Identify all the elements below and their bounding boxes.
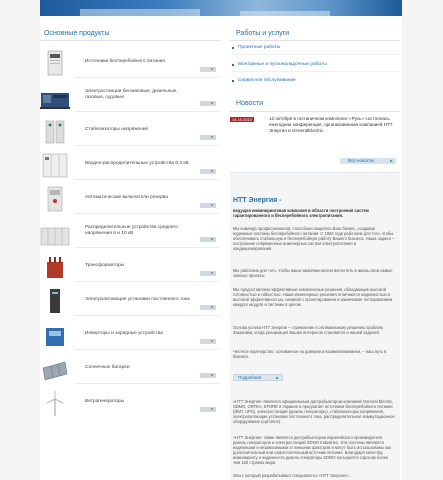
product-more-button[interactable] [200, 407, 216, 412]
page [40, 16, 402, 480]
voltage-stabilizer-icon [40, 118, 70, 144]
about-lead: ведущая инжиниринговая компания в области построения систем гарантированного и бесперебойного электропитания. [233, 208, 369, 218]
inverter-icon [40, 322, 70, 348]
product-more-button[interactable] [200, 135, 216, 140]
product-label[interactable]: Ветрогенераторы [85, 399, 125, 404]
product-label[interactable]: Инверторы и зарядные устройства [85, 331, 163, 336]
product-more-button[interactable] [200, 271, 216, 276]
about-paragraph: Опыт, который разрабатывают специалисты «НТТ Энергия»... [233, 473, 352, 478]
news-text[interactable]: 12 октября в гостиничном комплексе «Русь» состоялась ежегодная конференция, организованная компанией НТТ Энергия и GeneralElectric. [269, 116, 393, 133]
transformer-icon [40, 254, 70, 280]
product-label[interactable]: Электропитающие установки постоянного тока [85, 297, 190, 302]
products-title: Основные продукты [44, 30, 110, 37]
product-more-button[interactable] [200, 339, 216, 344]
product-label[interactable]: Электростанции бензиновые, дизельные, газовые, судовые [85, 89, 178, 100]
products-column [40, 16, 220, 480]
product-item[interactable] [40, 116, 220, 146]
service-link[interactable]: Монтажные и пусконаладочные работы [230, 60, 327, 70]
product-label[interactable]: Стабилизаторы напряжения [85, 127, 149, 132]
product-more-button[interactable] [200, 169, 216, 174]
about-paragraph: «НТТ Энергия» также является дистрибьютором европейского производителя дизель генераторов и электростанций SDMO Industries. Эти системы являются надежными и независимыми от внешних факторов и могут быть использованы как дополнительный или самостоятельный источник питания. Благодаря качеству, инжинирингу и надежности дизель генераторы SDMO пользуются спросом более чем 150 странах мира. [233, 435, 392, 465]
product-label[interactable]: Автоматические включатели резерва [85, 195, 168, 200]
product-more-button[interactable] [200, 101, 216, 106]
ups-cabinet-icon [40, 50, 70, 76]
solar-panel-icon [40, 356, 70, 382]
about-paragraph: Мы работаем для того, чтобы наши заказчики могли воплотить в жизнь свои самые смелые проекты. [233, 268, 393, 278]
switchboard-icon [40, 152, 70, 178]
about-paragraph: Мы предоставляем эффективные комплексные решения, обладающие высокой готовностью и гибкостью. Наши инженерные решения отличаются надежностью и высокой эффективностью, начиная с проектирования и заканчивая тестированием каждого модуля и системы в целом. [233, 287, 393, 307]
about-panel [230, 172, 400, 480]
about-title: НТТ Энергия - [233, 197, 282, 204]
product-item[interactable] [40, 218, 220, 248]
news-title: Новости [236, 100, 264, 107]
services-column [230, 16, 402, 480]
news-item[interactable] [230, 114, 400, 147]
news-divider [230, 111, 400, 112]
wind-turbine-icon [40, 390, 70, 416]
ats-panel-icon [40, 186, 70, 212]
product-item[interactable] [40, 354, 220, 384]
news-date-badge: 14.10.2010 [232, 117, 253, 122]
dc-power-icon [40, 288, 70, 314]
about-paragraph: «НТТ Энергия» является официальным дистрибьютором компаний General Electric, SDMO, ORTEA, EFORE в Украине и предлагает источники бесперебойного питания (ИБП, UPS), электростанции (дизель генераторы), стабилизаторы напряжения, электропитающие установки постоянного тока, распределительное коммутационное оборудование (щитовое). [233, 399, 395, 424]
about-paragraph: Мы команда профессионалов, способная защитить Ваш бизнес, создавая надежные системы бесперебойного питания. С 1994 года работаем для того, чтобы обеспечивать стабильную и бесперебойную работу Вашего бизнеса. Наша задача – построение современных инженерных систем электропитания и кондиционирования. [233, 226, 395, 251]
generator-icon [40, 84, 70, 110]
product-more-button[interactable] [200, 67, 216, 72]
product-item[interactable] [40, 252, 220, 282]
products-divider [40, 40, 220, 41]
product-item[interactable] [40, 286, 220, 316]
product-label[interactable]: Источники бесперебойного питания [85, 59, 165, 64]
product-item[interactable] [40, 48, 220, 78]
product-item[interactable] [40, 82, 220, 112]
product-label[interactable]: Солнечные батареи [85, 365, 130, 370]
product-more-button[interactable] [200, 305, 216, 310]
product-label[interactable]: Распределительные устройства среднего напряжения 6 и 10 кВ [85, 225, 178, 236]
product-more-button[interactable] [200, 373, 216, 378]
product-label[interactable]: Вводно-распределительные устройства 0,4 кВ [85, 161, 189, 166]
product-item[interactable] [40, 320, 220, 350]
product-item[interactable] [40, 388, 220, 418]
product-item[interactable] [40, 184, 220, 214]
product-label[interactable]: Трансформаторы [85, 263, 125, 268]
about-paragraph: Честное партнерство, основанное на доверии и взаимопонимании, – наш путь в бизнесе. [233, 349, 387, 359]
about-paragraph: Основа успеха НТТ Энергия – стремление к оптимальному решению проблем Заказчика, когда реализация Ваших интересов становится и нашей задачей. [233, 325, 383, 335]
service-link[interactable]: Проектные работы [230, 43, 280, 53]
product-item[interactable] [40, 150, 220, 180]
services-divider [230, 40, 400, 41]
product-more-button[interactable] [200, 237, 216, 242]
mv-switchgear-icon [40, 220, 70, 246]
all-news-button[interactable]: Все новости [340, 158, 396, 164]
product-more-button[interactable] [200, 203, 216, 208]
service-link[interactable]: Сервисное обслуживание [230, 76, 296, 86]
more-details-button[interactable]: Подробнее [233, 374, 283, 381]
services-title: Работы и услуги [236, 30, 290, 37]
header-banner [40, 0, 402, 16]
